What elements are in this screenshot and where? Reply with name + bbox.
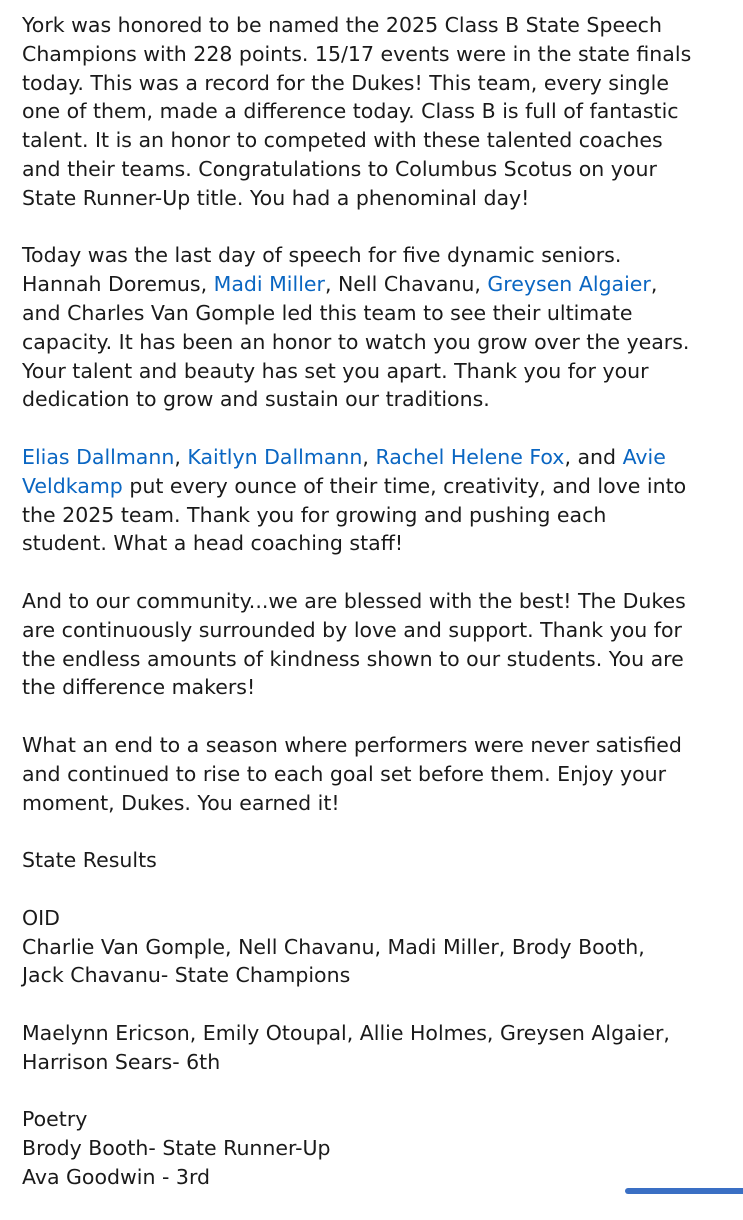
coaches-text: , and [564, 444, 623, 469]
intro-line: York was honored to be named the 2025 Class B State Speech [22, 13, 662, 37]
mention-kaitlyn-dallmann-link[interactable]: Kaitlyn Dallmann [187, 444, 363, 469]
oid-team2-line: Harrison Sears- 6th [22, 1049, 221, 1074]
poetry-line: Ava Goodwin - 3rd [22, 1164, 211, 1189]
intro-line: State Runner-Up title. You had a phenominal day! [22, 185, 530, 210]
coaches-line: the 2025 team. Thank you for growing and pushing each [22, 502, 607, 527]
results-heading: State Results [22, 848, 157, 873]
mention-rachel-helene-fox-link[interactable]: Rachel Helene Fox [375, 444, 565, 469]
oid-team2-paragraph [22, 1019, 727, 1077]
community-line: And to our community...we are blessed with the best! The Dukes [22, 588, 686, 613]
mention-elias-dallmann-link[interactable]: Elias Dallmann [22, 444, 175, 469]
home-indicator[interactable] [625, 1188, 743, 1194]
mention-madi-miller-link[interactable]: Madi Miller [213, 272, 325, 297]
seniors-line: capacity. It has been an honor to watch you grow over the years. [22, 329, 690, 354]
poetry-label: Poetry [22, 1107, 88, 1132]
seniors-line [22, 270, 727, 299]
community-line: the difference makers! [22, 675, 256, 700]
post-body [22, 11, 727, 1220]
seniors-line: Today was the last day of speech for five dynamic seniors. [22, 243, 622, 268]
closing-line: moment, Dukes. You earned it! [22, 790, 340, 815]
coaches-text: put every ounce of their time, creativity, and love into [122, 473, 687, 498]
poetry-line: Brody Booth- State Runner-Up [22, 1136, 331, 1161]
community-line: are continuously surrounded by love and support. Thank you for [22, 617, 682, 642]
coaches-text: , [362, 444, 376, 469]
intro-line: today. This was a record for the Dukes! This team, every single [22, 70, 669, 95]
results-heading-paragraph [22, 846, 727, 875]
oid-paragraph [22, 904, 727, 990]
seniors-text: Hannah Doremus, [22, 272, 214, 297]
intro-paragraph [22, 11, 727, 213]
seniors-line: and Charles Van Gomple led this team to see their ultimate [22, 300, 633, 325]
intro-line: talent. It is an honor to competed with these talented coaches [22, 128, 663, 153]
mention-greysen-algaier-link[interactable]: Greysen Algaier [487, 272, 651, 297]
coaches-text: , [174, 444, 188, 469]
closing-line: What an end to a season where performers were never satisfied [22, 732, 682, 757]
intro-line: one of them, made a difference today. Class B is full of fantastic [22, 99, 679, 124]
seniors-paragraph [22, 241, 727, 414]
coaches-line [22, 472, 727, 501]
coaches-paragraph [22, 443, 727, 558]
closing-paragraph [22, 731, 727, 817]
intro-line: and their teams. Congratulations to Columbus Scotus on your [22, 156, 657, 181]
oid-label: OID [22, 905, 60, 930]
seniors-line: Your talent and beauty has set you apart. Thank you for your [22, 358, 649, 383]
poetry-paragraph [22, 1105, 727, 1191]
oid-team1-line: Charlie Van Gomple, Nell Chavanu, Madi Miller, Brody Booth, [22, 934, 645, 959]
oid-team1-line: Jack Chavanu- State Champions [22, 963, 351, 988]
mention-avie-veldkamp-link[interactable]: Veldkamp [22, 473, 123, 498]
coaches-line: student. What a head coaching staff! [22, 531, 404, 556]
mention-avie-veldkamp-link[interactable]: Avie [622, 444, 666, 469]
intro-line: Champions with 228 points. 15/17 events were in the state finals [22, 41, 692, 66]
seniors-text: , [650, 272, 658, 297]
seniors-line: dedication to grow and sustain our traditions. [22, 387, 490, 412]
community-paragraph [22, 587, 727, 702]
oid-team2-line: Maelynn Ericson, Emily Otoupal, Allie Holmes, Greysen Algaier, [22, 1020, 670, 1045]
coaches-line [22, 443, 727, 472]
closing-line: and continued to rise to each goal set before them. Enjoy your [22, 761, 667, 786]
community-line: the endless amounts of kindness shown to our students. You are [22, 646, 684, 671]
seniors-text: , Nell Chavanu, [324, 272, 488, 297]
